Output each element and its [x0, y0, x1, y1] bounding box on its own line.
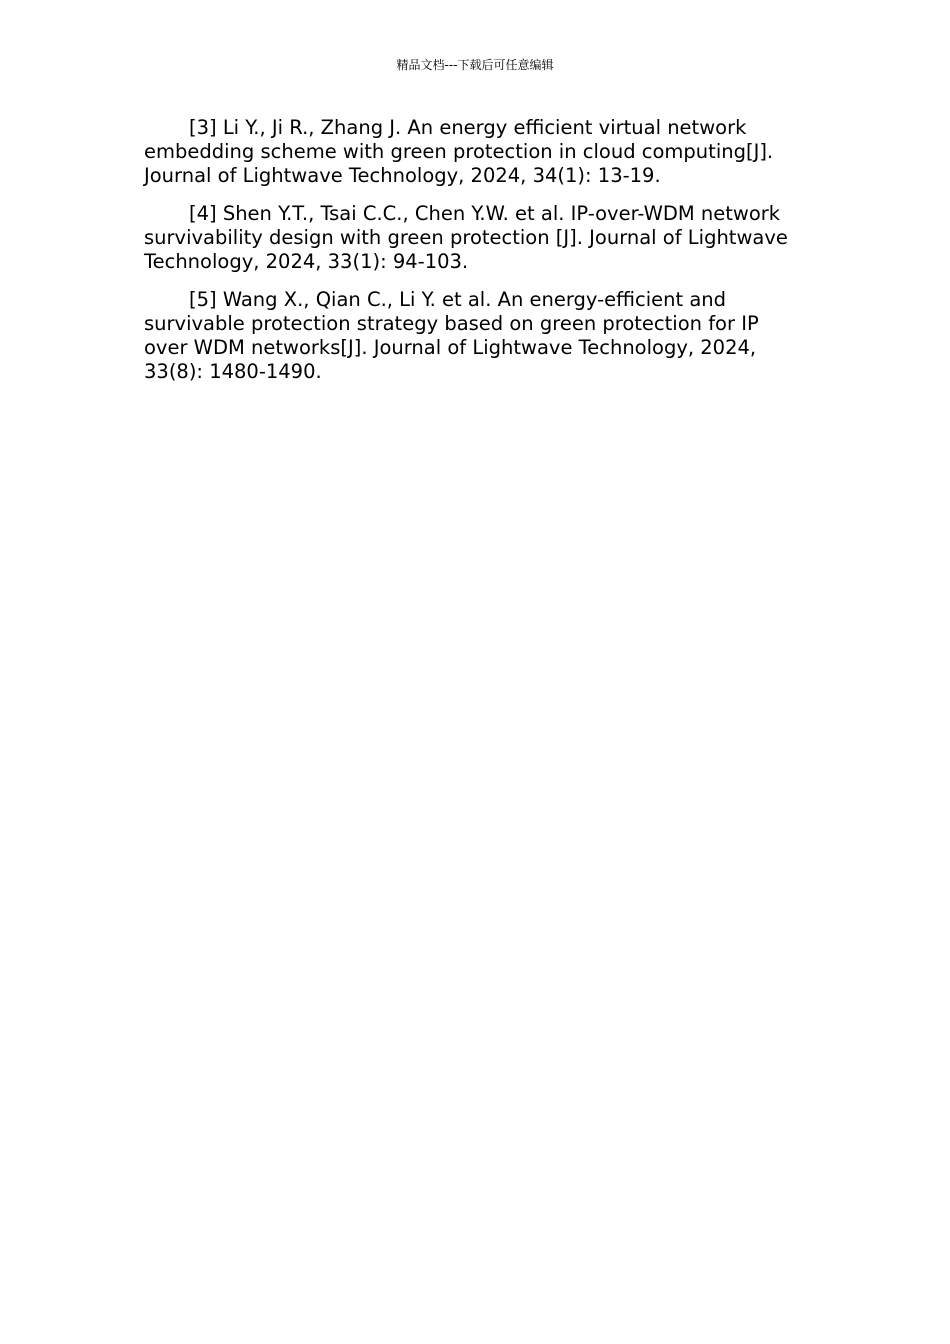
reference-item: [5] Wang X., Qian C., Li Y. et al. An energy-efficient and survivable protection strategy based on green protection for IP over WDM networks[J]. Journal of Lightwave Technology, 2024, 33(8): 1480-1490. — [144, 288, 759, 383]
reference-item: [4] Shen Y.T., Tsai C.C., Chen Y.W. et al. IP-over-WDM network survivability design with green protection [J]. Journal of Lightwave Technology, 2024, 33(1): 94-103. — [144, 202, 788, 273]
reference-list — [144, 116, 806, 398]
page-header: 精品文档---下载后可任意编辑 — [396, 58, 554, 72]
reference-item: [3] Li Y., Ji R., Zhang J. An energy efficient virtual network embedding scheme with green protection in cloud computing[J]. Journal of Lightwave Technology, 2024, 34(1): 13-19. — [144, 116, 774, 187]
